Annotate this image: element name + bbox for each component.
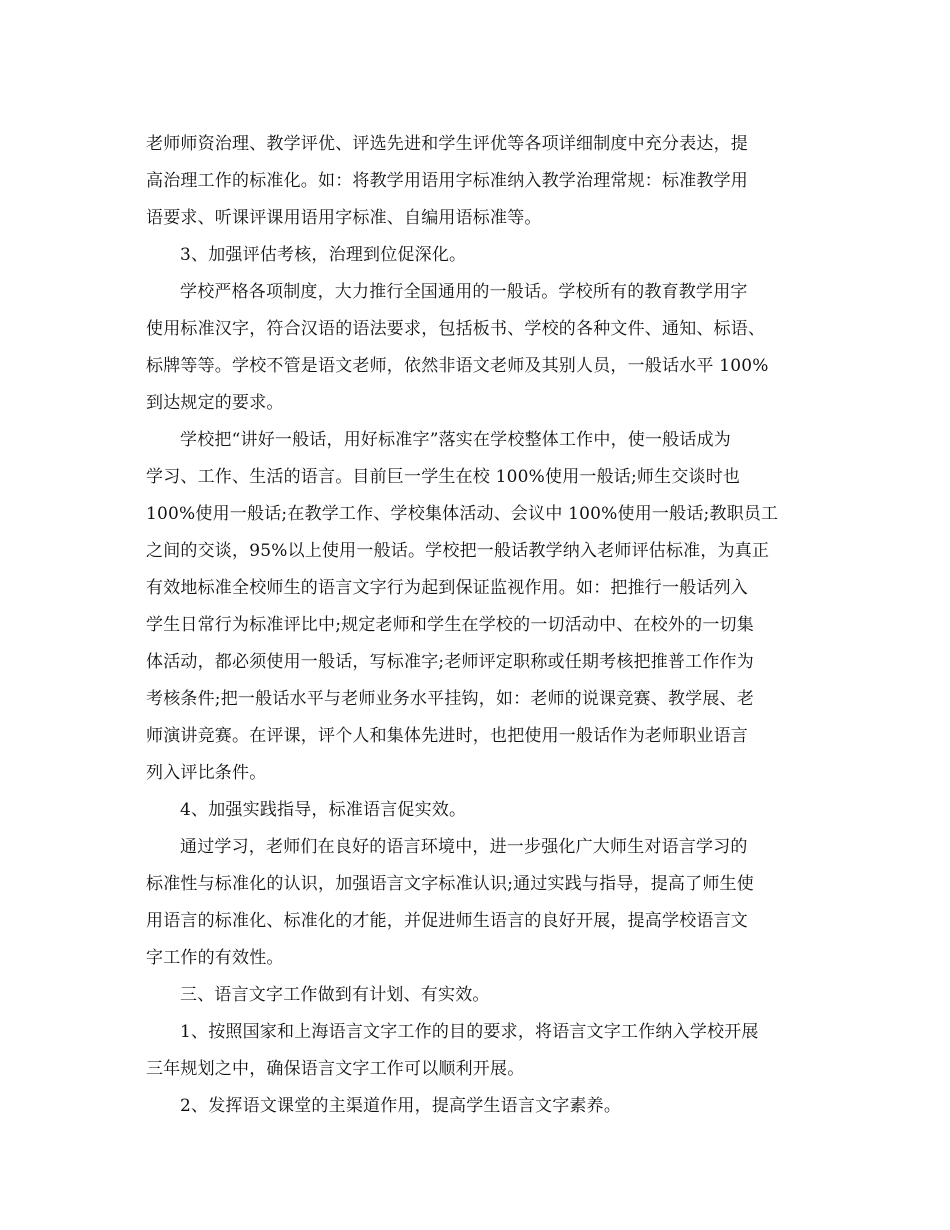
text-line: 到达规定的要求。 — [146, 393, 284, 413]
section-heading: 2、发挥语文课堂的主渠道作用，提高学生语言文字素养。 — [180, 1096, 622, 1116]
text-line: 学生日常行为标准评比中;规定老师和学生在学校的一切活动中、在校外的一切集 — [146, 615, 754, 635]
text-line: 100%使用一般话;在教学工作、学校集体活动、会议中 100%使用一般话;教职员工 — [146, 504, 779, 524]
text-line: 用语言的标准化、标准化的才能，并促进师生语言的良好开展，提高学校语言文 — [146, 911, 748, 931]
text-line: 标牌等等。学校不管是语文老师，依然非语文老师及其别人员，一般话水平 100% — [146, 356, 769, 376]
text-line: 高治理工作的标准化。如：将教学用语用字标准纳入教学治理常规：标准教学用 — [146, 171, 748, 191]
text-line: 标准性与标准化的认识，加强语言文字标准认识;通过实践与指导，提高了师生使 — [146, 874, 754, 894]
text-line: 使用标准汉字，符合汉语的语法要求，包括板书、学校的各种文件、通知、标语、 — [146, 319, 766, 339]
text-line: 学校把“讲好一般话，用好标准字”落实在学校整体工作中，使一般话成为 — [180, 430, 731, 450]
text-line: 列入评比条件。 — [146, 763, 267, 783]
text-line: 语要求、听课评课用语用字标准、自编用语标准等。 — [146, 208, 542, 228]
text-line: 三年规划之中，确保语言文字工作可以顺利开展。 — [146, 1059, 525, 1079]
text-line: 1、按照国家和上海语言文字工作的目的要求，将语言文字工作纳入学校开展 — [180, 1022, 759, 1042]
section-heading: 3、加强评估考核，治理到位促深化。 — [180, 245, 467, 265]
text-line: 之间的交谈，95%以上使用一般话。学校把一般话教学纳入老师评估标准，为真正 — [146, 541, 770, 561]
text-line: 有效地标准全校师生的语言文字行为起到保证监视作用。如：把推行一般话列入 — [146, 578, 748, 598]
text-line: 通过学习，老师们在良好的语言环境中，进一步强化广大师生对语言学习的 — [180, 837, 748, 857]
text-line: 体活动，都必须使用一般话，写标准字;老师评定职称或任期考核把推普工作作为 — [146, 652, 754, 672]
text-line: 学校严格各项制度，大力推行全国通用的一般话。学校所有的教育教学用字 — [180, 282, 748, 302]
text-line: 学习、工作、生活的语言。目前巨一学生在校 100%使用一般话;师生交谈时也 — [146, 467, 741, 487]
section-heading: 4、加强实践指导，标准语言促实效。 — [180, 800, 467, 820]
text-line: 字工作的有效性。 — [146, 948, 284, 968]
text-line: 考核条件;把一般话水平与老师业务水平挂钩，如：老师的说课竞赛、教学展、老 — [146, 689, 754, 709]
section-heading: 三、语言文字工作做到有计划、有实效。 — [180, 985, 490, 1005]
text-line: 师演讲竞赛。在评课，评个人和集体先进时，也把使用一般话作为老师职业语言 — [146, 726, 748, 746]
text-line: 老师师资治理、教学评优、评选先进和学生评优等各项详细制度中充分表达，提 — [146, 134, 748, 154]
